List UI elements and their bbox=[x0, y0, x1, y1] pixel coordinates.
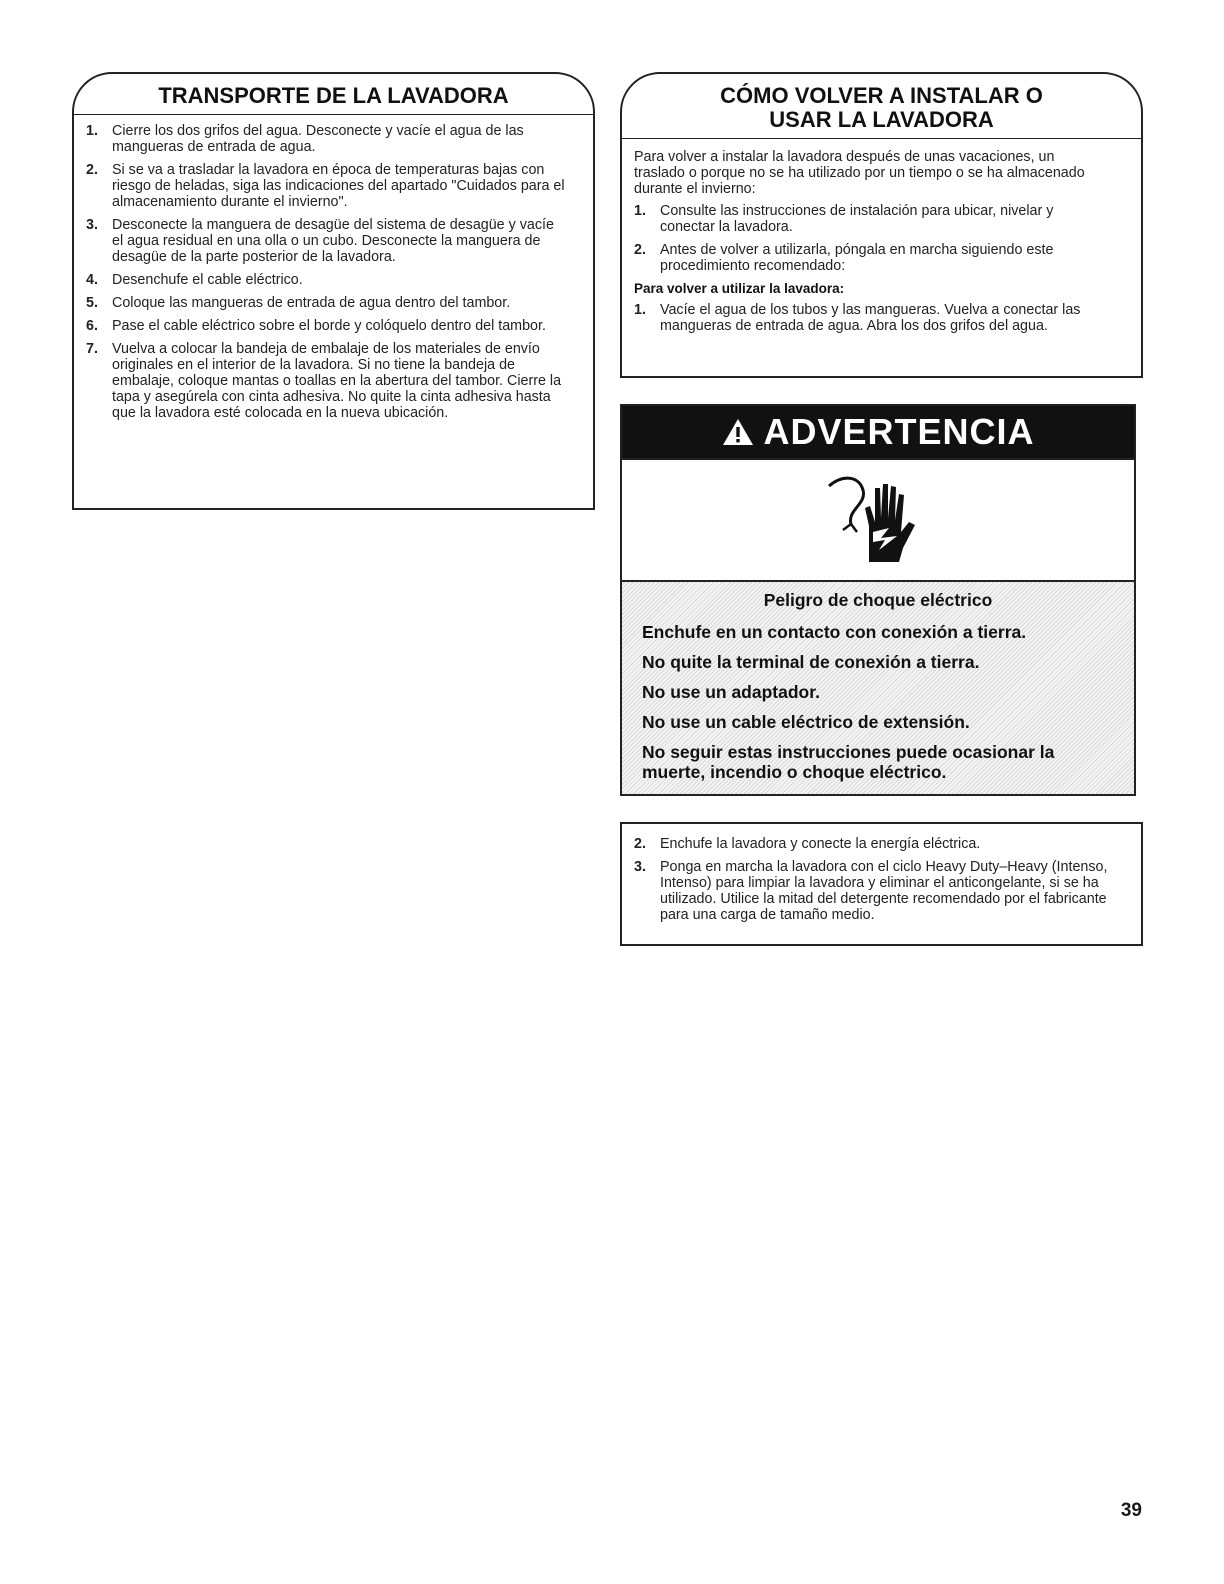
reinstall-intro: Para volver a instalar la lavadora después de unas vacaciones, un traslado o porque no se ha utilizado por un tiempo o se ha almacenado durante el invierno: bbox=[634, 149, 1085, 197]
warning-icon-area bbox=[622, 458, 1134, 582]
warning-line: No seguir estas instrucciones puede ocasionar la muerte, incendio o choque eléctrico. bbox=[642, 742, 1055, 782]
reuse-steps bbox=[622, 302, 1141, 334]
list-item: 1. Consulte las instrucciones de instalación para ubicar, nivelar y conectar la lavadora. bbox=[634, 203, 1054, 235]
list-item: 2. Antes de volver a utilizarla, póngala en marcha siguiendo este procedimiento recomendado: bbox=[634, 242, 1054, 274]
list-item: 1. Cierre los dos grifos del agua. Desconecte y vacíe el agua de las mangueras de entrada de agua. bbox=[86, 123, 524, 155]
list-item: 6. Pase el cable eléctrico sobre el borde y colóquelo dentro del tambor. bbox=[86, 318, 546, 334]
warning-triangle-icon bbox=[721, 417, 755, 447]
page-number: 39 bbox=[1120, 1500, 1142, 1521]
warning-box bbox=[620, 404, 1136, 796]
list-item: 1. Vacíe el agua de los tubos y las mangueras. Vuelva a conectar las mangueras de entrada de agua. Abra los dos grifos del agua. bbox=[634, 302, 1081, 334]
reuse-subhead: Para volver a utilizar la lavadora: bbox=[634, 281, 845, 296]
hazard-title: Peligro de choque eléctrico bbox=[763, 590, 993, 610]
transport-section bbox=[72, 72, 595, 510]
reinstall-steps bbox=[622, 203, 1141, 274]
transport-title: TRANSPORTE DE LA LAVADORA bbox=[74, 74, 593, 115]
transport-steps bbox=[74, 115, 593, 421]
reinstall-title-line1: CÓMO VOLVER A INSTALAR O bbox=[720, 83, 1043, 108]
list-item: 4. Desenchufe el cable eléctrico. bbox=[86, 272, 303, 288]
list-item: 5. Coloque las mangueras de entrada de agua dentro del tambor. bbox=[86, 295, 511, 311]
list-item: 3. Ponga en marcha la lavadora con el ciclo Heavy Duty–Heavy (Intenso, Intenso) para limpiar la lavadora y eliminar el anticongelante, si se ha utilizado. Utilice la mitad del detergente recomendado por el fabricante para una carga de tamaño medio. bbox=[634, 859, 1108, 923]
reinstall-title bbox=[622, 74, 1141, 139]
warning-line: No use un adaptador. bbox=[642, 682, 820, 702]
warning-header bbox=[622, 406, 1134, 578]
reinstall-title-line2: USAR LA LAVADORA bbox=[769, 107, 994, 132]
warning-line: No use un cable eléctrico de extensión. bbox=[642, 712, 970, 732]
warning-line: Enchufe en un contacto con conexión a tierra. bbox=[642, 622, 1027, 642]
list-item: 2. Enchufe la lavadora y conecte la energía eléctrica. bbox=[634, 836, 981, 852]
warning-text bbox=[622, 578, 1134, 794]
warning-title: ADVERTENCIA bbox=[763, 411, 1035, 452]
reuse-continued-section bbox=[620, 822, 1143, 946]
list-item: 3. Desconecte la manguera de desagüe del sistema de desagüe y vacíe el agua residual en una olla o un cubo. Desconecte la manguera de desagüe de la parte posterior de la lavadora. bbox=[86, 217, 554, 265]
reuse-continued-steps bbox=[622, 824, 1141, 923]
electric-shock-hand-icon bbox=[823, 470, 933, 571]
list-item: 7. Vuelva a colocar la bandeja de embalaje de los materiales de envío originales en el interior de la lavadora. Si no tiene la bandeja de embalaje, coloque mantas o toallas en la abertura del tambor. Cierre la tapa y asegúrela con cinta adhesiva. No quite la cinta adhesiva hasta que la lavadora esté colocada en la nueva ubicación. bbox=[86, 341, 562, 421]
warning-banner bbox=[622, 406, 1134, 458]
warning-line: No quite la terminal de conexión a tierra. bbox=[642, 652, 980, 672]
list-item: 2. Si se va a trasladar la lavadora en época de temperaturas bajas con riesgo de heladas, siga las indicaciones del apartado "Cuidados para el almacenamiento durante el invierno". bbox=[86, 162, 565, 210]
reinstall-section bbox=[620, 72, 1143, 378]
